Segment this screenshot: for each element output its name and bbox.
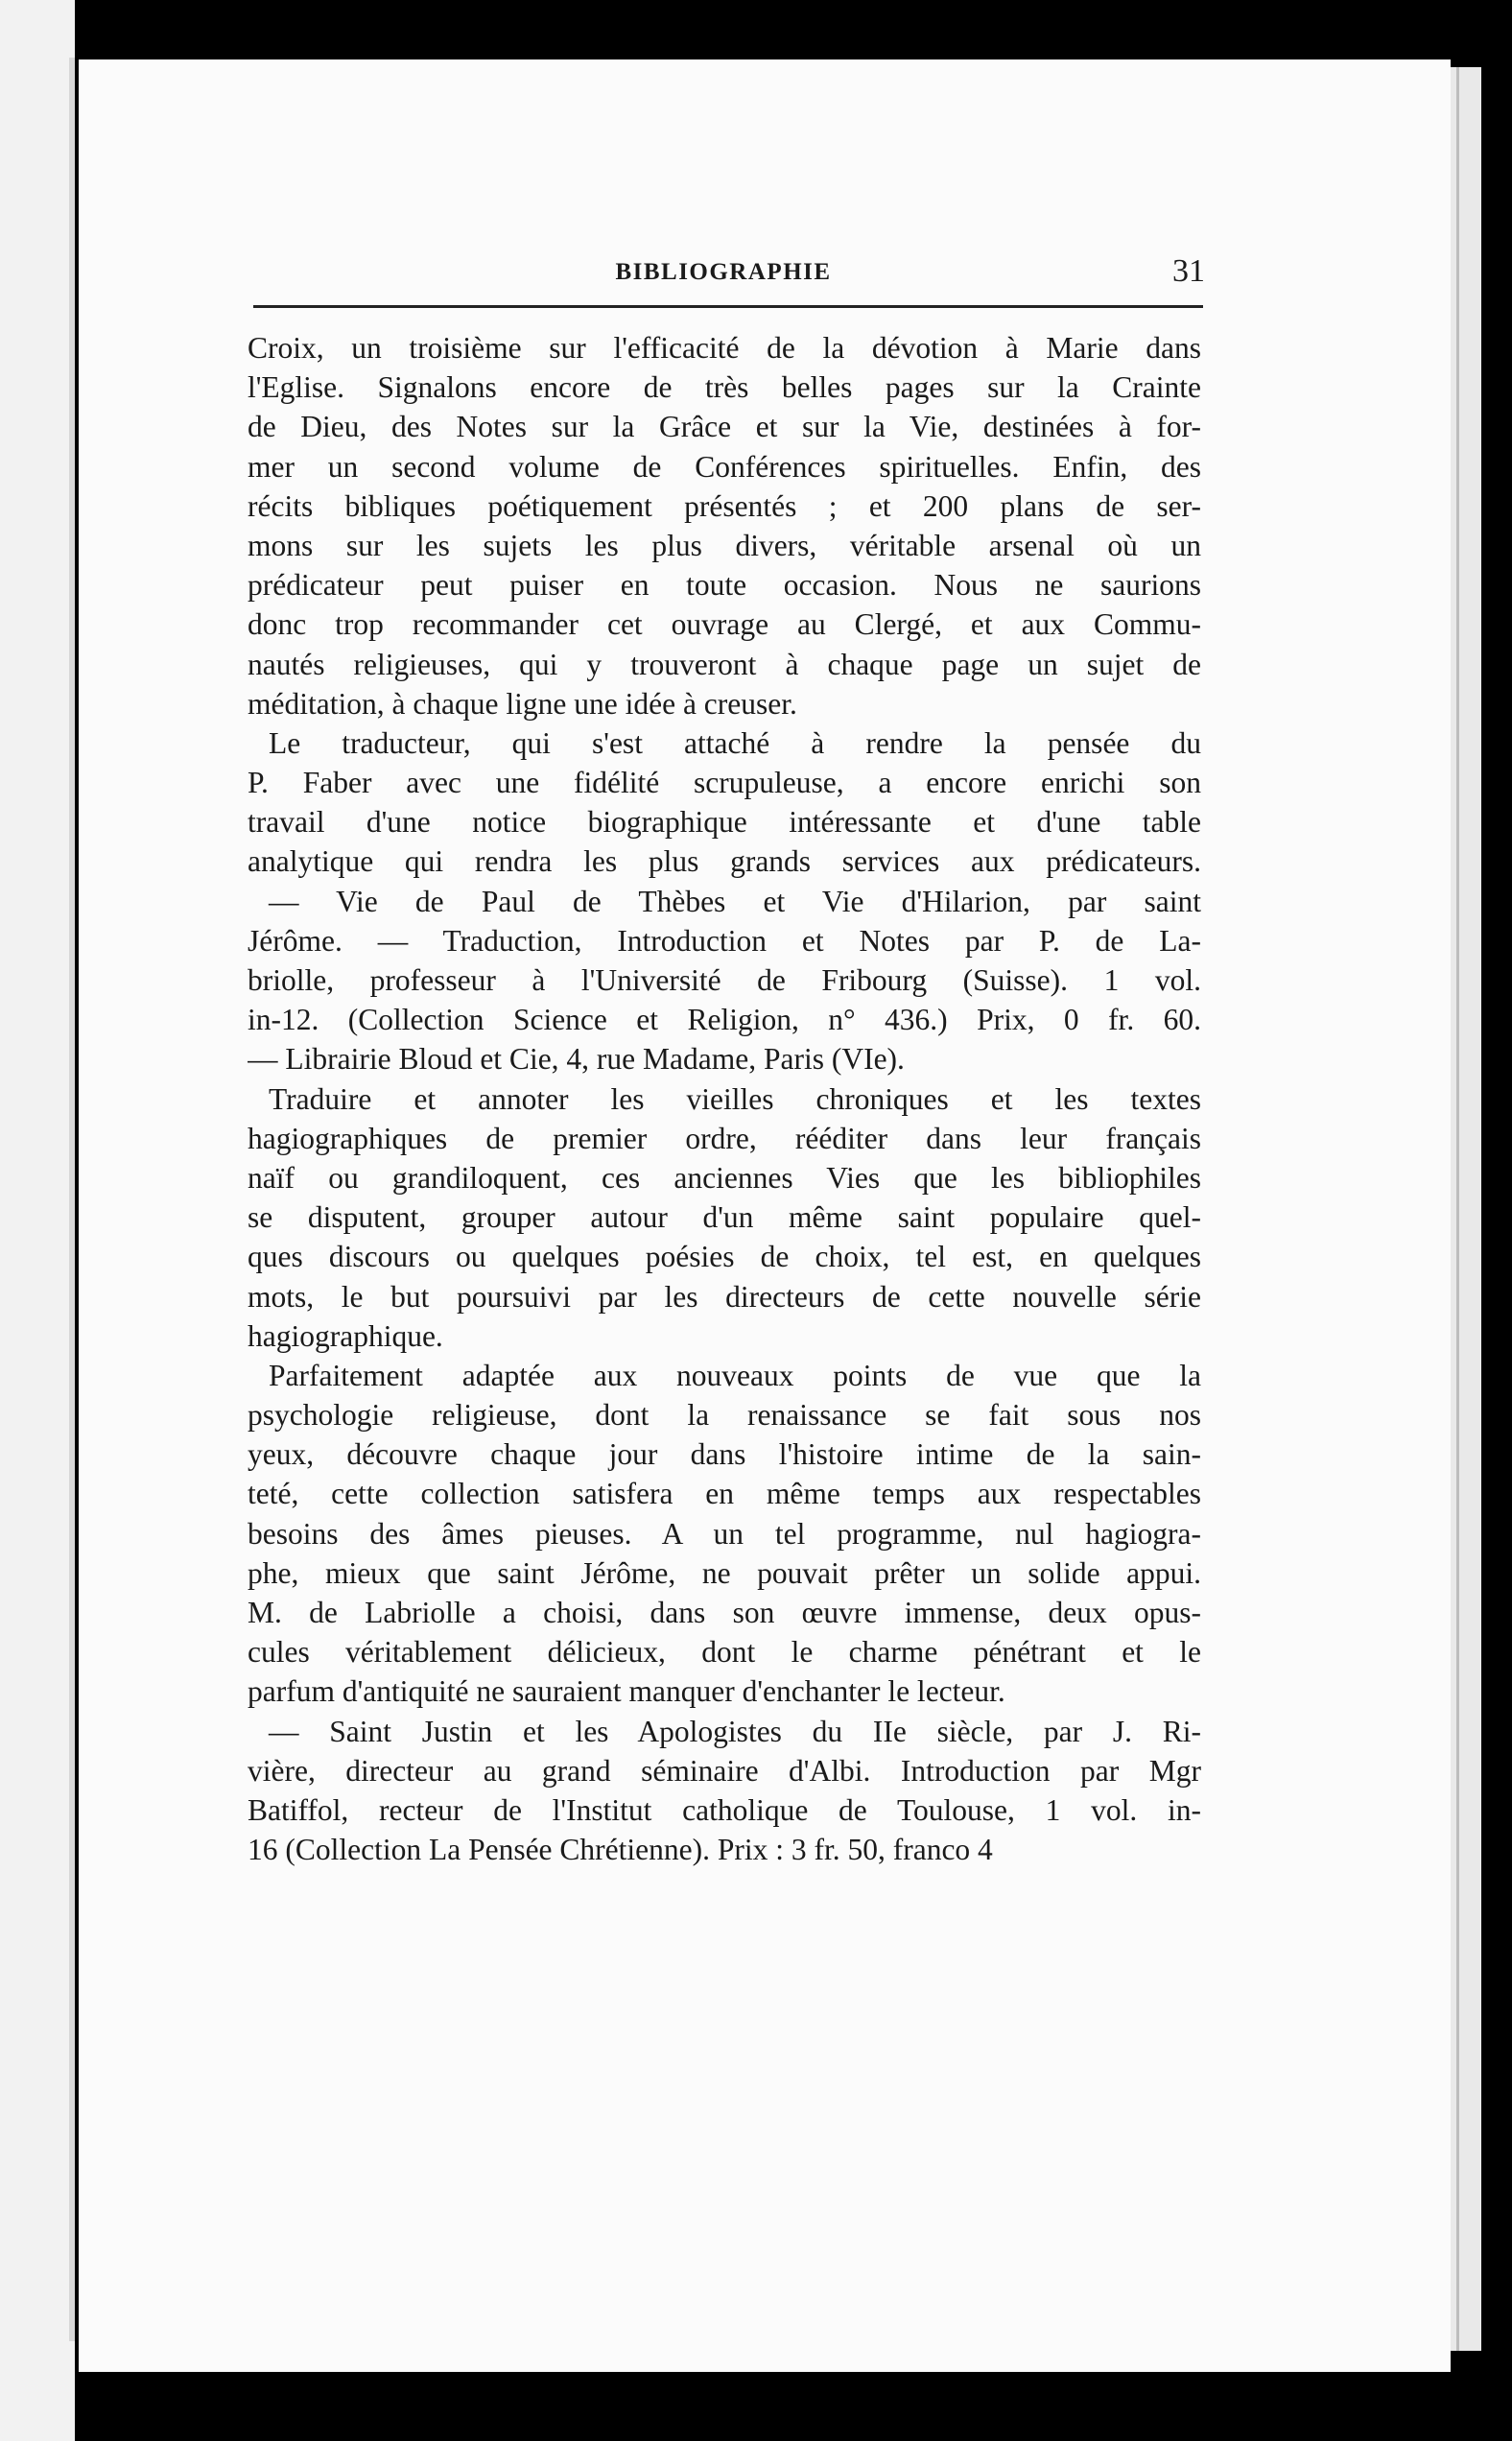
text-line: récits bibliques poétiquement présentés ; et 200 plans de ser- <box>248 488 1201 523</box>
text-line: nautés religieuses, qui y trouveront à chaque page un sujet de <box>248 647 1201 681</box>
page-edge-line <box>1456 67 1459 2351</box>
text-line: — Vie de Paul de Thèbes et Vie d'Hilarion, par saint <box>269 884 1201 918</box>
text-line: l'Eglise. Signalons encore de très belles pages sur la Crainte <box>248 370 1201 405</box>
text-line: mots, le but poursuivi par les directeurs de cette nouvelle série <box>248 1279 1201 1314</box>
text-line: prédicateur peut puiser en toute occasion. Nous ne saurions <box>248 568 1201 603</box>
text-line: hagiographiques de premier ordre, rééditer dans leur français <box>248 1121 1201 1155</box>
text-line: se disputent, grouper autour d'un même saint populaire quel- <box>248 1200 1201 1235</box>
text-line: Croix, un troisième sur l'efficacité de la dévotion à Marie dans <box>248 331 1201 365</box>
text-line: teté, cette collection satisfera en même temps aux respectables <box>248 1477 1201 1511</box>
text-line: — Saint Justin et les Apologistes du IIe siècle, par J. Ri- <box>269 1714 1201 1748</box>
text-line: parfum d'antiquité ne sauraient manquer d'enchanter le lecteur. <box>248 1674 1005 1709</box>
text-line: — Librairie Bloud et Cie, 4, rue Madame, Paris (VIe). <box>248 1042 905 1077</box>
text-line: Parfaitement adaptée aux nouveaux points de vue que la <box>269 1358 1201 1392</box>
left-page-edge <box>0 0 75 2441</box>
text-line: P. Faber avec une fidélité scrupuleuse, a encore enrichi son <box>248 766 1201 800</box>
text-line: donc trop recommander cet ouvrage au Clergé, et aux Commu- <box>248 607 1201 642</box>
text-line: psychologie religieuse, dont la renaissance se fait sous nos <box>248 1398 1201 1433</box>
running-title: BIBLIOGRAPHIE <box>615 259 832 285</box>
text-line: mons sur les sujets les plus divers, véritable arsenal où un <box>248 528 1201 562</box>
text-line: analytique qui rendra les plus grands services aux prédicateurs. <box>248 844 1201 879</box>
text-line: mer un second volume de Conférences spirituelles. Enfin, des <box>248 449 1201 484</box>
text-line: yeux, découvre chaque jour dans l'histoire intime de la sain- <box>248 1437 1201 1472</box>
header-rule <box>253 305 1203 308</box>
text-line: Batiffol, recteur de l'Institut catholique de Toulouse, 1 vol. in- <box>248 1792 1201 1827</box>
text-line: Jérôme. — Traduction, Introduction et Notes par P. de La- <box>248 923 1201 958</box>
page-header <box>244 253 1205 299</box>
text-line: besoins des âmes pieuses. A un tel programme, nul hagiogra- <box>248 1516 1201 1551</box>
text-line: phe, mieux que saint Jérôme, ne pouvait prêter un solide appui. <box>248 1555 1201 1590</box>
right-page-edge <box>1451 67 1481 2351</box>
text-line: M. de Labriolle a choisi, dans son œuvre immense, deux opus- <box>248 1596 1201 1629</box>
text-line: naïf ou grandiloquent, ces anciennes Vies que les bibliophiles <box>248 1160 1201 1195</box>
text-line: travail d'une notice biographique intéressante et d'une table <box>248 805 1201 840</box>
text-line: de Dieu, des Notes sur la Grâce et sur la Vie, destinées à for- <box>248 410 1201 444</box>
text-line: vière, directeur au grand séminaire d'Albi. Introduction par Mgr <box>248 1753 1201 1788</box>
text-line: Traduire et annoter les vieilles chroniques et les textes <box>269 1081 1201 1116</box>
text-line: Le traducteur, qui s'est attaché à rendre la pensée du <box>269 725 1201 760</box>
text-line: in-12. (Collection Science et Religion, n° 436.) Prix, 0 fr. 60. <box>248 1003 1201 1037</box>
text-line: cules véritablement délicieux, dont le charme pénétrant et le <box>248 1635 1201 1670</box>
text-line: ques discours ou quelques poésies de choix, tel est, en quelques <box>248 1240 1201 1274</box>
gutter-shadow <box>69 58 75 2341</box>
page-number: 31 <box>1172 253 1205 289</box>
text-line: briolle, professeur à l'Université de Fribourg (Suisse). 1 vol. <box>248 963 1201 997</box>
text-line: 16 (Collection La Pensée Chrétienne). Prix : 3 fr. 50, franco 4 <box>248 1833 993 1867</box>
text-line: méditation, à chaque ligne une idée à creuser. <box>248 686 797 721</box>
text-line: hagiographique. <box>248 1318 443 1353</box>
body-text <box>248 328 1201 1869</box>
